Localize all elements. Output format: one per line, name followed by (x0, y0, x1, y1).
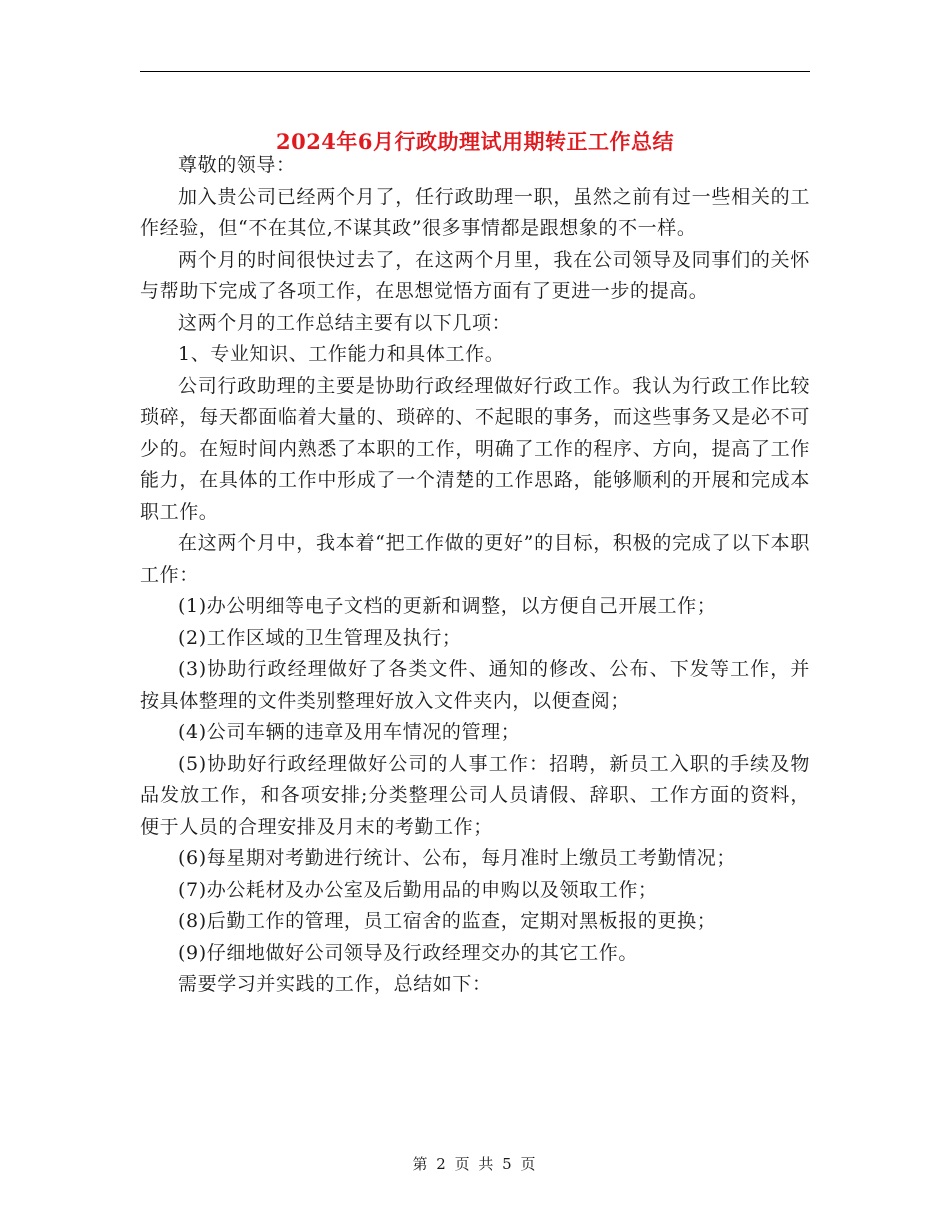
list-item-5: (5)协助好行政经理做好公司的人事工作：招聘，新员工入职的手续及物品发放工作，和各项安排;分类整理公司人员请假、辞职、工作方面的资料，便于人员的合理安排及月末的考勤工作； (140, 752, 810, 838)
list-item-4: (4)公司车辆的违章及用车情况的管理； (178, 721, 521, 743)
paragraph-goal: 在这两个月中，我本着“把工作做的更好”的目标，积极的完成了以下本职工作： (140, 532, 810, 586)
list-item-3: (3)协助行政经理做好了各类文件、通知的修改、公布、下发等工作，并按具体整理的文件类别整理好放入文件夹内，以便查阅； (140, 658, 810, 712)
salutation: 尊敬的领导： (178, 154, 296, 176)
page-number: 第 2 页 共 5 页 (412, 1155, 538, 1173)
list-item-8: (8)后勤工作的管理，员工宿舍的监查，定期对黑板报的更换； (178, 910, 717, 932)
list-item-1: (1)办公明细等电子文档的更新和调整，以方便自己开展工作； (178, 595, 717, 617)
paragraph-intro: 加入贵公司已经两个月了，任行政助理一职，虽然之前有过一些相关的工作经验，但“不在其位,不谋其政”很多事情都是跟想象的不一样。 (140, 185, 810, 239)
header-rule (140, 71, 810, 72)
list-item-2: (2)工作区域的卫生管理及执行； (178, 626, 462, 649)
document-title: 2024年6月行政助理试用期转正工作总结 (275, 129, 675, 155)
list-item-6: (6)每星期对考勤进行统计、公布，每月准时上缴员工考勤情况； (178, 847, 736, 869)
paragraph-two-months: 两个月的时间很快过去了，在这两个月里，我在公司领导及同事们的关怀与帮助下完成了各项工作，在思想觉悟方面有了更进一步的提高。 (140, 248, 810, 302)
list-item-9: (9)仔细地做好公司领导及行政经理交办的其它工作。 (178, 941, 638, 964)
document-body (140, 150, 810, 1001)
section-heading-1: 1、专业知识、工作能力和具体工作。 (178, 343, 505, 365)
list-item-7: (7)办公耗材及办公室及后勤用品的申购以及领取工作； (178, 878, 658, 901)
paragraph-summary-lead: 这两个月的工作总结主要有以下几项： (178, 311, 512, 334)
paragraph-learning-lead: 需要学习并实践的工作，总结如下： (178, 973, 492, 995)
paragraph-role: 公司行政助理的主要是协助行政经理做好行政工作。我认为行政工作比较琐碎，每天都面临着大量的、琐碎的、不起眼的事务，而这些事务又是必不可少的。在短时间内熟悉了本职的工作，明确了工作的程序、方向，提高了工作能力，在具体的工作中形成了一个清楚的工作思路，能够顺利的开展和完成本职工作。 (140, 374, 810, 523)
